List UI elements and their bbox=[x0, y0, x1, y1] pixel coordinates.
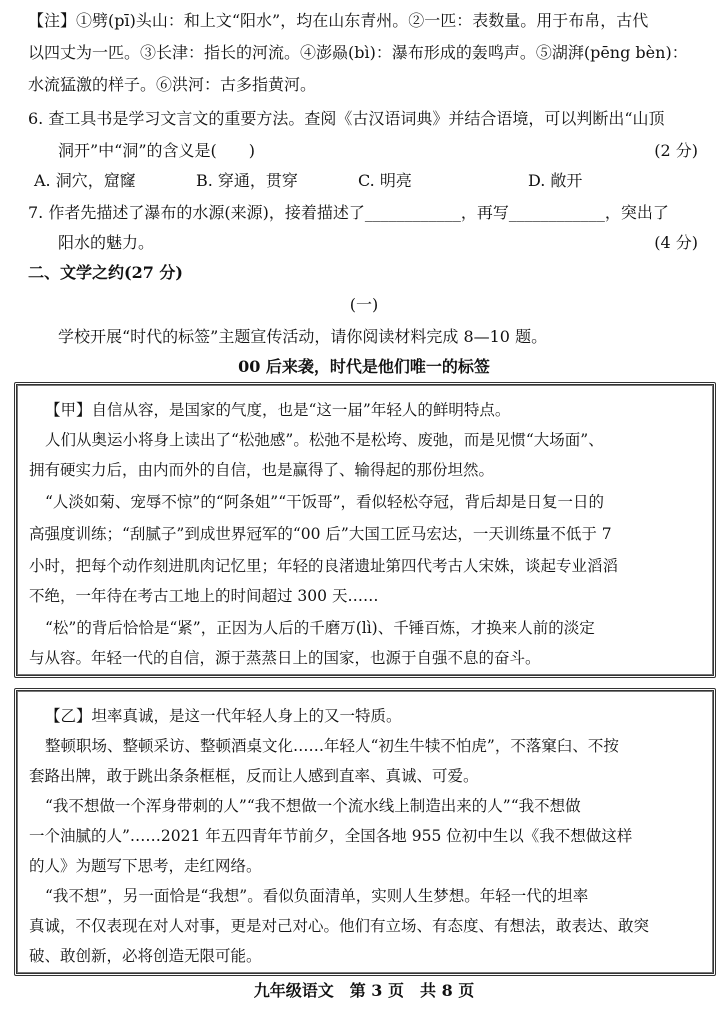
note-line-1: 【注】①劈(pī)头山：和上文“阳水”，均在山东青州。②一匹：表数量。用于布帛，古代 bbox=[28, 11, 649, 30]
jia-line-7: 不绝，一年待在考古工地上的时间超过 300 天…… bbox=[29, 587, 379, 605]
jia-line-9: 与从容。年轻一代的自信，源于蒸蒸日上的国家，也源于自强不息的奋斗。 bbox=[29, 649, 541, 667]
jia-line-2: 人们从奥运小将身上读出了“松弛感”。松弛不是松垮、废弛，而是见惯“大场面”、 bbox=[45, 431, 604, 449]
note-line-2: 以四丈为一匹。③长津：指长的河流。④澎赑(bì)：瀑布形成的轰鸣声。⑤湖湃(pēng bèn)： bbox=[28, 43, 688, 62]
jia-line-3: 拥有硬实力后，由内而外的自信，也是赢得了、输得起的那份坦然。 bbox=[29, 461, 495, 479]
material-jia-box bbox=[14, 382, 716, 678]
note-line-3: 水流猛激的样子。⑥洪河：古多指黄河。 bbox=[28, 75, 317, 94]
q6-option-d: D. 敞开 bbox=[528, 171, 583, 190]
jia-line-1: 【甲】自信从容，是国家的气度，也是“这一届”年轻人的鲜明特点。 bbox=[45, 401, 511, 419]
yi-line-2: 整顿职场、整顿采访、整顿酒桌文化……年轻人“初生牛犊不怕虎”，不落窠臼、不按 bbox=[45, 737, 619, 755]
q6-option-c: C. 明亮 bbox=[358, 171, 412, 190]
q7-score: (4 分) bbox=[654, 233, 698, 252]
jia-line-6: 小时，把每个动作刻进肌肉记忆里；年轻的良渚遗址第四代考古人宋姝，谈起专业滔滔 bbox=[29, 557, 619, 575]
q7-stem-1: 7. 作者先描述了瀑布的水源(来源)，接着描述了____________，再写____________，突出了 bbox=[28, 203, 669, 222]
yi-line-9: 破、敢创新，必将创造无限可能。 bbox=[29, 947, 262, 965]
q7-stem-2: 阳水的魅力。 bbox=[58, 233, 155, 252]
q6-stem-2-row bbox=[58, 136, 728, 166]
jia-line-4: “人淡如菊、宠辱不惊”的“阿条姐”“干饭哥”，看似轻松夺冠，背后却是日复一日的 bbox=[45, 493, 605, 511]
yi-line-8: 真诚，不仅表现在对人对事，更是对己对心。他们有立场、有态度、有想法，敢表达、敢突 bbox=[29, 917, 650, 935]
material-yi-box bbox=[14, 688, 716, 976]
section-title: 二、文学之约(27 分) bbox=[28, 263, 183, 282]
yi-line-5: 一个油腻的人”……2021 年五四青年节前夕，全国各地 955 位初中生以《我不想做这样 bbox=[29, 827, 633, 845]
yi-line-4: “我不想做一个浑身带刺的人”“我不想做一个流水线上制造出来的人”“我不想做 bbox=[45, 797, 581, 815]
q6-stem-2: 洞开”中“洞”的含义是( ) bbox=[58, 141, 256, 160]
page-footer: 九年级语文 第 3 页 共 8 页 bbox=[253, 981, 475, 1000]
yi-line-3: 套路出牌，敢于跳出条条框框，反而让人感到直率、真诚、可爱。 bbox=[29, 767, 479, 785]
yi-line-7: “我不想”，另一面恰是“我想”。看似负面清单，实则人生梦想。年轻一代的坦率 bbox=[45, 887, 589, 905]
q7-stem-2-row bbox=[58, 228, 728, 258]
yi-line-6: 的人》为题写下思考，走红网络。 bbox=[29, 857, 262, 875]
jia-line-8: “松”的背后恰恰是“紧”，正因为人后的千磨万(lì)、千锤百炼，才换来人前的淡定 bbox=[45, 619, 595, 637]
jia-line-5: 高强度训练；“刮腻子”到成世界冠军的“00 后”大国工匠马宏达，一天训练量不低于 7 bbox=[29, 525, 612, 543]
article-heading: 00 后来袭，时代是他们唯一的标签 bbox=[238, 357, 490, 376]
q6-stem-1: 6. 查工具书是学习文言文的重要方法。查阅《古汉语词典》并结合语境，可以判断出“山顶 bbox=[28, 109, 665, 128]
q6-score: (2 分) bbox=[654, 141, 698, 160]
q6-option-a: A. 洞穴，窟窿 bbox=[34, 171, 136, 190]
q6-option-b: B. 穿通，贯穿 bbox=[196, 171, 298, 190]
section-sub: (一) bbox=[349, 295, 379, 314]
yi-line-1: 【乙】坦率真诚，是这一代年轻人身上的又一特质。 bbox=[45, 707, 402, 725]
section-intro: 学校开展“时代的标签”主题宣传活动，请你阅读材料完成 8—10 题。 bbox=[58, 327, 548, 346]
